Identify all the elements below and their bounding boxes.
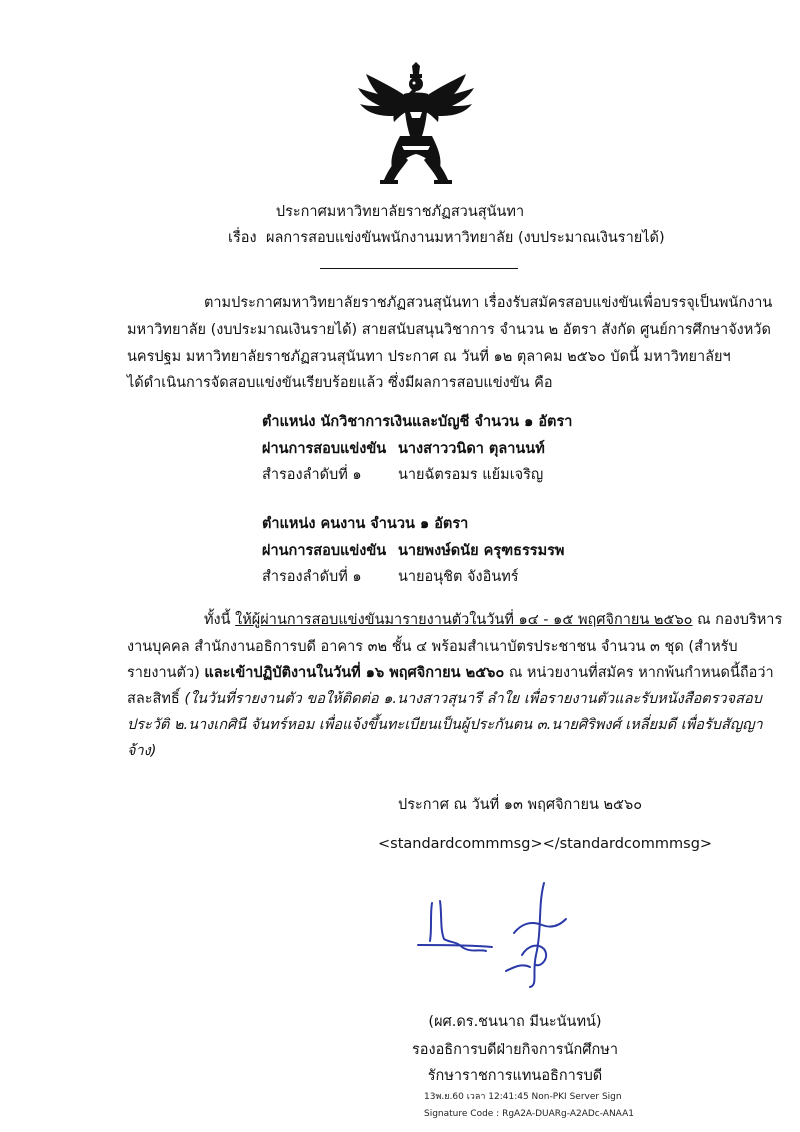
notice-lead: ทั้งนี้ <box>204 612 236 628</box>
sign-meta-time: 13พ.ย.60 เวลา 12:41:45 Non-PKI Server Sign <box>424 1092 622 1102</box>
notice-l3-a: รายงานตัว) <box>127 665 205 681</box>
intro-line-2: มหาวิทยาลัย (งบประมาณเงินรายได้) สายสนับสนุนวิชาการ จำนวน ๒ อัตรา สังกัด ศูนย์การศึกษาจังหวัด <box>127 322 771 338</box>
signature-image <box>410 875 570 995</box>
announce-date: ประกาศ ณ วันที่ ๑๓ พฤศจิกายน ๒๕๖๐ <box>398 797 643 813</box>
notice-report-dates: ให้ผู้ผ่านการสอบแข่งขันมารายงานตัวในวันที่ ๑๔ - ๑๕ พฤศจิกายน ๒๕๖๐ <box>235 612 693 628</box>
notice-line-4 <box>127 689 762 709</box>
signer-title-1: รองอธิการบดีฝ่ายกิจการนักศึกษา <box>412 1042 618 1058</box>
intro-line-4: ได้ดำเนินการจัดสอบแข่งขันเรียบร้อยแล้ว ซึ่งมีผลการสอบแข่งขัน คือ <box>127 375 553 391</box>
announcement-title: ประกาศมหาวิทยาลัยราชภัฏสวนสุนันทา <box>275 204 525 220</box>
subject-label: เรื่อง <box>228 230 257 246</box>
subject-text: ผลการสอบแข่งขันพนักงานมหาวิทยาลัย (งบประมาณเงินรายได้) <box>266 230 665 246</box>
notice-start-date: และเข้าปฏิบัติงานในวันที่ ๑๖ พฤศจิกายน ๒๕๖๐ <box>204 665 505 681</box>
notice-location: ณ กองบริหาร <box>692 612 783 628</box>
position-2-reserve-label: สำรองลำดับที่ ๑ <box>262 569 362 585</box>
garuda-emblem-icon <box>354 62 478 186</box>
position-2-reserve-name: นายอนุชิต จังอินทร์ <box>398 569 519 585</box>
position-2-title: ตำแหน่ง คนงาน จำนวน ๑ อัตรา <box>262 516 469 532</box>
notice-line-2: งานบุคคล สำนักงานอธิการบดี อาคาร ๓๒ ชั้น ๔ พร้อมสำเนาบัตรประชาชน จำนวน ๓ ชุด (สำหรับ <box>127 639 738 655</box>
position-1-reserve-name: นายฉัตรอมร แย้มเจริญ <box>398 467 544 483</box>
position-2-pass-name: นายพงษ์ดนัย ครุฑธรรมรพ <box>398 543 565 559</box>
notice-line-1 <box>204 610 782 630</box>
notice-line-5: ประวัติ ๒.นางเกศินี จันทร์หอม เพื่อแจ้งขึ้นทะเบียนเป็นผู้ประกันตน ๓.นายศิริพงศ์ เหลี่ยมดี เพื่อรับสัญญา <box>127 717 763 733</box>
position-1-pass-label: ผ่านการสอบแข่งขัน <box>262 441 387 457</box>
notice-line-6: จ้าง) <box>127 743 157 759</box>
intro-line-1: ตามประกาศมหาวิทยาลัยราชภัฏสวนสุนันทา เรื่องรับสมัครสอบแข่งขันเพื่อบรรจุเป็นพนักงาน <box>204 295 773 311</box>
header-divider <box>320 268 518 269</box>
notice-line-3 <box>127 663 774 683</box>
signer-title-2: รักษาราชการแทนอธิการบดี <box>427 1068 603 1084</box>
notice-l4-a: สละสิทธิ์ <box>127 691 185 707</box>
standard-msg-tag: <standardcommmsg></standardcommmsg> <box>378 836 713 852</box>
signer-name: (ผศ.ดร.ชนนาถ มีนะนันทน์) <box>428 1014 602 1030</box>
position-1-pass-name: นางสาววนิดา ตุลานนท์ <box>398 441 545 457</box>
position-1-reserve-label: สำรองลำดับที่ ๑ <box>262 467 362 483</box>
intro-line-3: นครปฐม มหาวิทยาลัยราชภัฏสวนสุนันทา ประกาศ ณ วันที่ ๑๒ ตุลาคม ๒๕๖๐ บัดนี้ มหาวิทยาลัยฯ <box>127 349 731 365</box>
sign-meta-code: Signature Code : RgA2A-DUARg-A2ADc-ANAA1 <box>424 1109 634 1119</box>
position-1-title: ตำแหน่ง นักวิชาการเงินและบัญชี จำนวน ๑ อัตรา <box>262 414 573 430</box>
position-2-pass-label: ผ่านการสอบแข่งขัน <box>262 543 387 559</box>
notice-contact-1: (ในวันที่รายงานตัว ขอให้ติดต่อ ๑.นางสาวสุนารี ลำใย เพื่อรายงานตัวและรับหนังสือตรวจสอบ <box>184 691 762 707</box>
notice-l3-c: ณ หน่วยงานที่สมัคร หากพ้นกำหนดนี้ถือว่า <box>504 665 774 681</box>
